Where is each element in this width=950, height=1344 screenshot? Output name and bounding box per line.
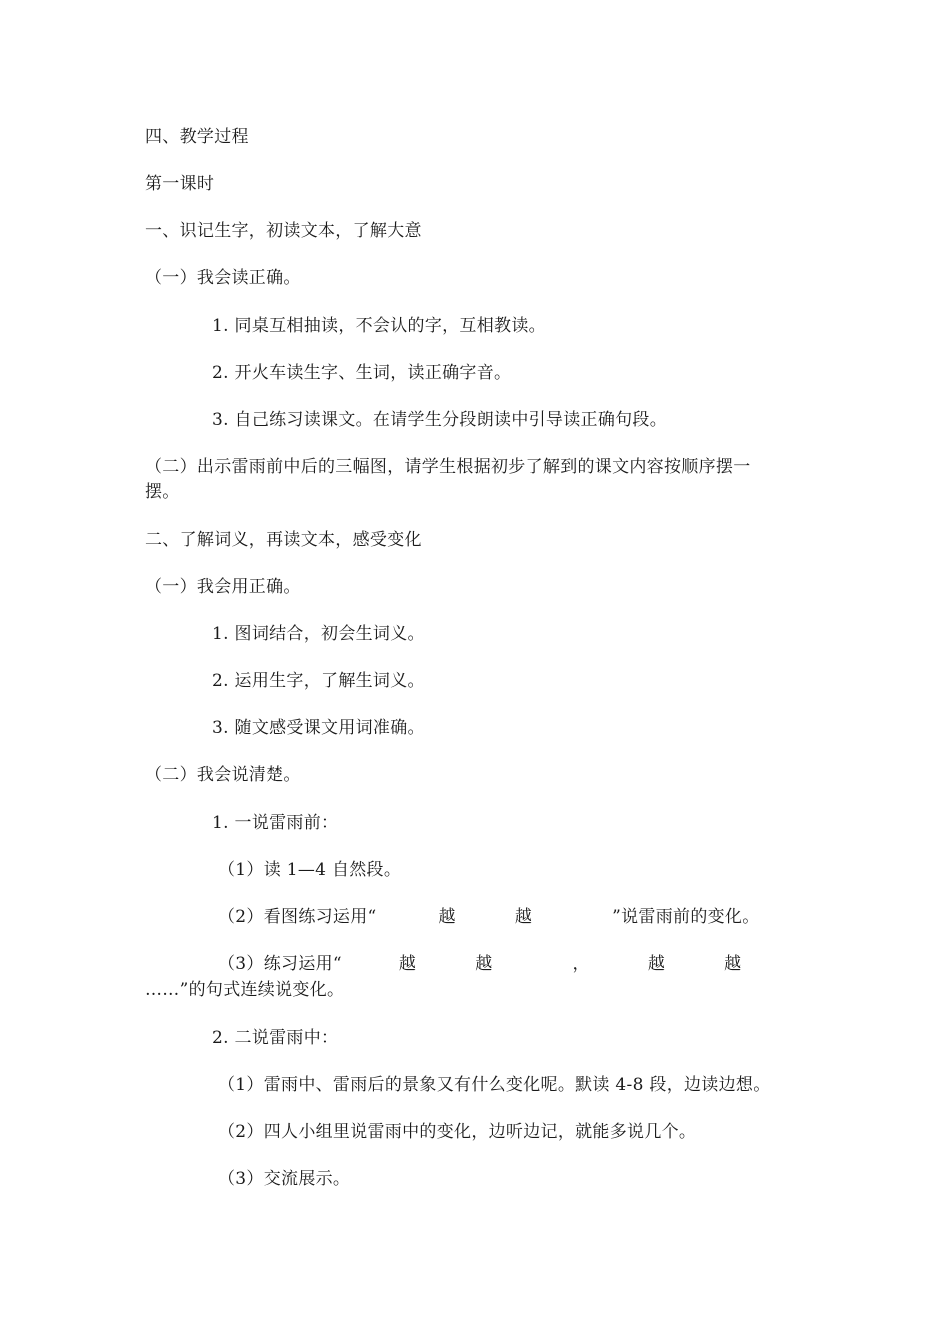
item2-step-2: （2）四人小组里说雷雨中的变化，边听边记，就能多说几个。 — [218, 1122, 697, 1142]
item2-step-1: （1）雷雨中、雷雨后的景象又有什么变化呢。默读 4-8 段，边读边想。 — [218, 1075, 771, 1095]
part1-sub2-line2: 摆。 — [145, 482, 180, 502]
step3-comma: ， — [572, 954, 590, 974]
step3-word-yue-2: 越 — [475, 954, 493, 974]
part2-sub2-title: （二）我会说清楚。 — [145, 765, 301, 785]
part2-title: 二、了解词义，再读文本，感受变化 — [145, 530, 422, 550]
part1-sub1-item-1: 1. 同桌互相抽读，不会认的字，互相教读。 — [212, 316, 546, 336]
item2-step-3: （3）交流展示。 — [218, 1169, 351, 1189]
step2-word-yue-1: 越 — [438, 907, 456, 927]
item1-step-1: （1）读 1—4 自然段。 — [218, 860, 402, 880]
part1-sub2-line1: （二）出示雷雨前中后的三幅图，请学生根据初步了解到的课文内容按顺序摆一 — [145, 457, 751, 477]
item1-step-3-line1 — [218, 953, 741, 975]
part1-sub1-item-2: 2. 开火车读生字、生词，读正确字音。 — [212, 363, 512, 383]
step3-word-yue-1: 越 — [398, 954, 417, 974]
step3-word-yue-4: 越 — [724, 954, 742, 974]
lesson-title: 第一课时 — [145, 174, 215, 194]
part2-sub1-item-3: 3. 随文感受课文用词准确。 — [212, 718, 425, 738]
part2-sub1-item-1: 1. 图词结合，初会生词义。 — [212, 624, 425, 644]
part2-sub1-title: （一）我会用正确。 — [145, 577, 301, 597]
section-heading-teaching-process: 四、教学过程 — [145, 127, 249, 147]
step2-word-yue-2: 越 — [514, 907, 533, 927]
part1-sub1-title: （一）我会读正确。 — [145, 268, 301, 288]
part1-sub1-item-3: 3. 自己练习读课文。在请学生分段朗读中引导读正确句段。 — [212, 410, 668, 430]
step2-prefix: （2）看图练习运用“ — [218, 907, 377, 927]
item1-step-2 — [218, 906, 760, 928]
step3-prefix: （3）练习运用“ — [218, 954, 342, 974]
item1-step-3-line2: ……”的句式连续说变化。 — [145, 980, 345, 1000]
part2-sub1-item-2: 2. 运用生字，了解生词义。 — [212, 671, 425, 691]
step2-suffix: ”说雷雨前的变化。 — [612, 907, 760, 927]
step3-word-yue-3: 越 — [647, 954, 666, 974]
part2-sub2-item1-title: 1. 一说雷雨前： — [212, 813, 339, 833]
part1-title: 一、识记生字，初读文本，了解大意 — [145, 221, 422, 241]
part2-sub2-item2-title: 2. 二说雷雨中： — [212, 1028, 339, 1048]
